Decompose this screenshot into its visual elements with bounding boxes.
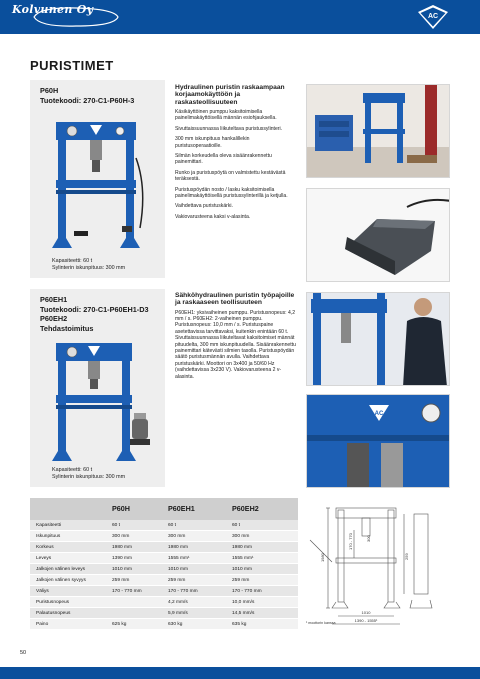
product-description-p60h — [175, 84, 297, 224]
cell: 300 mm — [168, 534, 186, 539]
cell: 1980 mm — [168, 545, 188, 550]
capacity-text: Kapasiteetti: 60 t — [52, 258, 93, 264]
description-paragraph: Vaihdettava puristuskärki. — [175, 203, 233, 210]
cell: 170 - 770 mm — [168, 589, 198, 594]
column-header: P60EH1 — [168, 504, 195, 513]
description-paragraph: Vakiovarusteena kaksi v-alasinta. — [175, 213, 251, 220]
model-name: P60H — [40, 86, 59, 95]
model-name: P60EH2 — [40, 314, 68, 323]
description-paragraph: Silmän korkeudella oleva sisäänrakennettu painemittari. — [175, 152, 272, 166]
table-row — [30, 575, 298, 586]
cell: 1390 mm — [112, 556, 132, 561]
column-header: P60EH2 — [232, 504, 259, 513]
cell: 1980 mm — [112, 545, 132, 550]
product-card-p60eh — [30, 289, 165, 487]
cell: 1555 mm¹ — [232, 556, 254, 561]
row-label: Iskunpituus — [36, 534, 61, 539]
row-label: Jalkojen välinen syvyys — [36, 578, 86, 583]
cell: 259 mm — [112, 578, 130, 583]
cell: 259 mm — [168, 578, 186, 583]
cell: 60 t — [112, 523, 121, 528]
drawing-footnote: ¹ moottorin kanssa — [306, 621, 336, 625]
dim-width-outer: 1390 - 1555¹ — [354, 618, 378, 623]
capacity-text: Kapasiteetti: 60 t — [52, 467, 93, 473]
cell: 259 mm — [232, 578, 250, 583]
product-heading — [40, 295, 149, 333]
product-code: Tuotekoodi: 270-C1-P60H-3 — [40, 95, 135, 105]
spec-summary — [52, 467, 125, 481]
description-title: Hydraulinen puristin raskaampaan korjaamokäyttöön ja raskasteollisuuteen — [175, 84, 285, 106]
cell: 60 t — [232, 523, 241, 528]
spec-summary — [52, 258, 125, 272]
product-code: Tuotekoodi: 270-C1-P60EH1-D3 — [40, 304, 149, 314]
product-heading — [40, 86, 134, 105]
product-card-p60h — [30, 80, 165, 278]
page-number: 50 — [20, 650, 27, 656]
spec-table — [30, 498, 298, 630]
cell: 1980 mm — [232, 545, 252, 550]
cell: 1010 mm — [232, 567, 252, 572]
ac-badge-icon — [417, 4, 449, 30]
press-p60eh-illustration — [52, 339, 152, 464]
gauge-closeup-image — [307, 395, 450, 488]
row-label: Puristusnopeus — [36, 600, 70, 605]
header-bar — [0, 0, 480, 34]
cell: 630 kg — [168, 622, 183, 627]
row-label: Jalkojen välinen leveys — [36, 567, 86, 572]
cell: 4,2 mm/s — [168, 600, 188, 605]
section-title: PURISTIMET — [30, 58, 114, 73]
table-row — [30, 553, 298, 564]
cell: 10,0 mm/s — [232, 600, 255, 605]
workshop-photo-image — [307, 85, 450, 178]
table-row — [30, 542, 298, 553]
table-row — [30, 586, 298, 597]
cell: 5,9 mm/s — [168, 611, 188, 616]
description-title: Sähköhydraulinen puristin työpajoille ja raskaaseen teollisuuteen — [175, 292, 295, 307]
technical-drawing — [302, 500, 450, 636]
row-label: Kapasiteetti — [36, 523, 62, 528]
footer-bar — [0, 667, 480, 679]
row-label: Väliys — [36, 589, 49, 594]
cell: 625 kg — [112, 622, 127, 627]
gauge-closeup-photo — [306, 394, 450, 488]
cell: 1010 mm — [112, 567, 132, 572]
column-header: P60H — [112, 504, 130, 513]
pedal-photo — [306, 188, 450, 282]
operator-photo — [306, 292, 450, 386]
description-paragraph: Puristuspöydän nosto / lasku kaksitoimisella painelimakäyttöisellä puristussylinterillä ja ketjulla. — [175, 186, 288, 199]
press-p60h-illustration — [52, 118, 147, 253]
table-row — [30, 564, 298, 575]
operator-photo-image — [307, 293, 450, 386]
table-row — [30, 608, 298, 619]
availability-text: Tehdastoimitus — [40, 323, 94, 333]
description-body: P60EH1: yksivaiheinen pumppu. Puristusnopeus: 4,2 mm / s. P60EH2: 2-vaiheinen pumppu. Puristusnopeus: 10,0 mm / s. Puristuspaine asetettavissa tarvittavaksi, kuitenkin enintään 60 t. Sivuttaissuunnassa liikuteltavat kaksitoimiset männät pituudelta, 300 mm iskunpituudella. Sisäänrakennettu painemittari kätevästi silmien tasolla. Puristuspöydän säätö puristusmännän avulla. Vaihdettava puristuskärki. Moottori on 3x400 ja 50/60 Hz (vaihdettavissa 3x230 V). Vakiovarusteena 2 v-alasinta. — [175, 309, 296, 380]
table-row — [30, 520, 298, 531]
table-row — [30, 531, 298, 542]
description-paragraph: Sivuttaissuunnassa liikuteltava puristussylinteri. — [175, 125, 283, 132]
description-paragraph: Runko ja puristuspöytä on valmistettu kestävästä teräksestä. — [175, 169, 286, 183]
dim-range: 170 - 770 — [348, 533, 353, 550]
dim-height: 1980 — [320, 553, 325, 562]
dim-top: 300 — [366, 535, 371, 542]
pedal-photo-image — [307, 189, 450, 282]
dim-side: 259 — [404, 553, 409, 560]
model-name: P60EH1 — [40, 295, 68, 304]
stroke-text: Sylinterin iskunpituus: 300 mm — [52, 265, 126, 271]
cell: 1555 mm¹ — [168, 556, 190, 561]
workshop-photo — [306, 84, 450, 178]
cell: 170 - 770 mm — [232, 589, 262, 594]
cell: 170 - 770 mm — [112, 589, 142, 594]
dim-width-inner: 1010 — [361, 610, 371, 615]
row-label: Paino — [36, 622, 49, 627]
badge-text: AC — [374, 411, 384, 417]
table-header — [30, 498, 298, 520]
cell: 300 mm — [112, 534, 130, 539]
table-row — [30, 619, 298, 630]
table-row — [30, 597, 298, 608]
row-label: Palautusnopeus — [36, 611, 71, 616]
cell: 300 mm — [232, 534, 250, 539]
row-label: Korkeus — [36, 545, 54, 550]
product-description-p60eh — [175, 292, 297, 380]
description-paragraph: Käsikäyttöinen pumppu kaksitoimisella painelimakäyttöisellä männän esiohjauksella. — [175, 108, 277, 122]
logo-text: Kolvunen Oy — [12, 3, 94, 16]
stroke-text: Sylinterin iskunpituus: 300 mm — [52, 474, 126, 480]
cell: 635 kg — [232, 622, 247, 627]
row-label: Leveys — [36, 556, 52, 561]
cell: 60 t — [168, 523, 177, 528]
badge-text: AC — [427, 13, 439, 20]
cell: 14,5 mm/s — [232, 611, 255, 616]
cell: 1010 mm — [168, 567, 188, 572]
description-paragraph: 300 mm iskunpituus hankalillekin puristusoperaatioille. — [175, 136, 250, 149]
